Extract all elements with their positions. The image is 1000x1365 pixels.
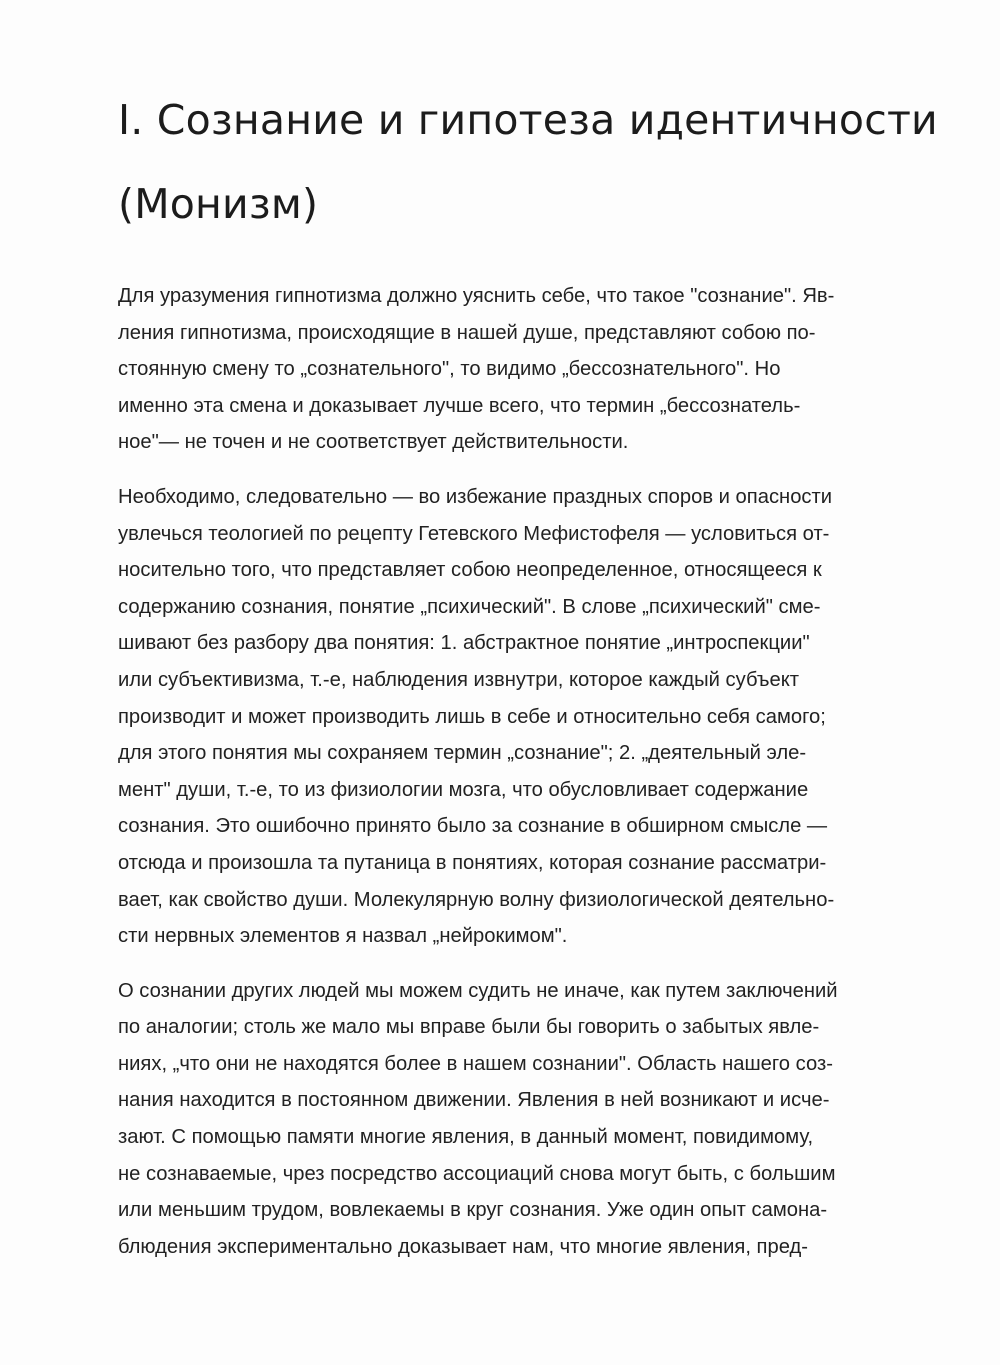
text-line: сознания. Это ошибочно принято было за сознание в обширном смысле —	[118, 815, 828, 838]
text-line: содержанию сознания, понятие „психический". В слове „психический" сме-	[118, 595, 821, 618]
document-page	[118, 0, 938, 1283]
text-line: носительно того, что представляет собою неопределенное, относящееся к	[118, 559, 822, 582]
text-line: стоянную смену то „сознательного", то видимо „бессознательного". Но	[118, 358, 781, 381]
text-line: сти нервных элементов я назвал „нейрокимом".	[118, 925, 568, 948]
text-line: именно эта смена и доказывает лучше всего, что термин „бессознатель-	[118, 394, 801, 417]
text-line: отсюда и произошла та путаница в понятиях, которая сознание рассматри-	[118, 851, 827, 874]
text-line: по аналогии; столь же мало мы вправе были бы говорить о забытых явле-	[118, 1016, 820, 1039]
text-line: или субъективизма, т.-е, наблюдения извнутри, которое каждый субъект	[118, 668, 800, 691]
text-line: нания находится в постоянном движении. Явления в ней возникают и исче-	[118, 1089, 830, 1112]
paragraph	[118, 479, 884, 955]
chapter-heading-line: (Монизм)	[118, 180, 319, 228]
text-line: блюдения экспериментально доказывает нам, что многие явления, пред-	[118, 1235, 808, 1258]
paragraph	[118, 278, 884, 461]
text-line: вает, как свойство души. Молекулярную волну физиологической деятельно-	[118, 888, 835, 911]
text-line: или меньшим трудом, вовлекаемы в круг сознания. Уже один опыт самона-	[118, 1199, 828, 1222]
text-line: зают. С помощью памяти многие явления, в данный момент, повидимому,	[118, 1126, 814, 1149]
text-line: не сознаваемые, чрез посредство ассоциаций снова могут быть, с большим	[118, 1162, 836, 1185]
text-line: увлечься теологией по рецепту Гетевского Мефистофеля — условиться от-	[118, 522, 830, 545]
text-line: О сознании других людей мы можем судить не иначе, как путем заключений	[118, 979, 838, 1002]
text-line: ления гипнотизма, происходящие в нашей душе, представляют собою по-	[118, 321, 816, 344]
text-line: производит и может производить лишь в себе и относительно себя самого;	[118, 705, 826, 728]
text-line: для этого понятия мы сохраняем термин „сознание"; 2. „деятельный эле-	[118, 742, 807, 765]
text-line: ное"— не точен и не соответствует действительности.	[118, 431, 629, 454]
text-line: шивают без разбору два понятия: 1. абстрактное понятие „интроспекции"	[118, 632, 810, 655]
text-line: мент" души, т.-е, то из физиологии мозга, что обусловливает содержание	[118, 778, 809, 801]
text-line: ниях, „что они не находятся более в нашем сознании". Область нашего соз-	[118, 1052, 833, 1075]
text-line: Для уразумения гипнотизма должно уяснить себе, что такое "сознание". Яв-	[118, 285, 835, 307]
paragraph	[118, 973, 884, 1266]
body-text	[118, 278, 884, 1265]
chapter-heading-line: I. Сознание и гипотеза идентичности	[118, 96, 938, 144]
text-line: Необходимо, следовательно — во избежание праздных споров и опасности	[118, 485, 833, 508]
chapter-heading	[118, 0, 938, 246]
